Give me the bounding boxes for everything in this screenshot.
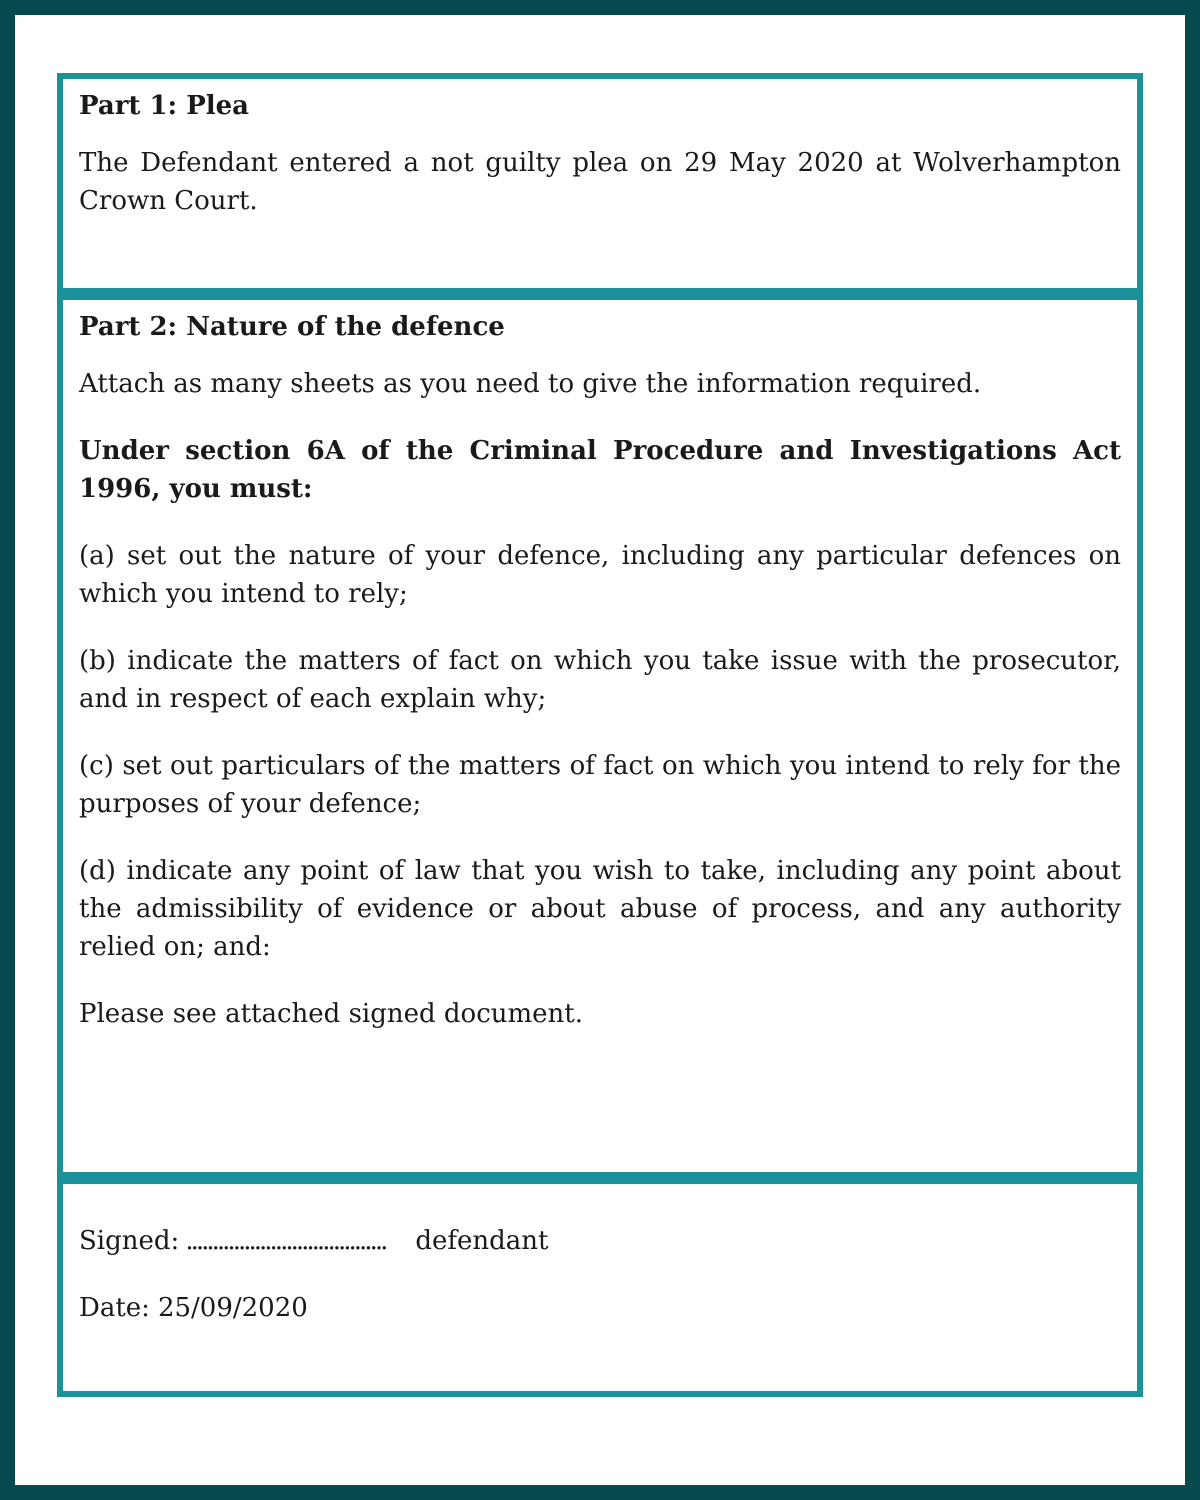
part2-item-d: (d) indicate any point of law that you wish to take, including any point about the admissibility of evidence or about abuse of process, and any authority relied on; and: xyxy=(79,856,1121,962)
part2-statute-requirement: Under section 6A of the Criminal Procedure and Investigations Act 1996, you must: xyxy=(79,436,1121,504)
part2-item-a: (a) set out the nature of your defence, including any particular defences on which you intend to rely; xyxy=(79,541,1121,609)
part2-defence-section xyxy=(57,294,1143,1178)
date-label: Date: xyxy=(79,1293,150,1323)
part2-heading: Part 2: Nature of the defence xyxy=(79,312,505,342)
signed-label: Signed: xyxy=(79,1226,180,1256)
part1-heading: Part 1: Plea xyxy=(79,91,250,121)
part2-item-b: (b) indicate the matters of fact on which you take issue with the prosecutor, and in respect of each explain why; xyxy=(79,646,1121,714)
signed-row xyxy=(79,1222,1121,1260)
date-value: 25/09/2020 xyxy=(157,1293,308,1323)
part2-item-c: (c) set out particulars of the matters of fact on which you intend to rely for the purposes of your defence; xyxy=(79,751,1121,819)
signature-field[interactable]: ...................................... xyxy=(185,1226,386,1256)
part1-plea-section xyxy=(57,73,1143,294)
part2-response-text: Please see attached signed document. xyxy=(79,999,584,1029)
part2-intro-text: Attach as many sheets as you need to give the information required. xyxy=(79,369,982,399)
signed-role-label: defendant xyxy=(415,1226,549,1256)
part1-plea-text: The Defendant entered a not guilty plea on 29 May 2020 at Wolverhampton Crown Court. xyxy=(79,148,1121,216)
date-row xyxy=(79,1289,1121,1327)
signature-section xyxy=(57,1178,1143,1397)
